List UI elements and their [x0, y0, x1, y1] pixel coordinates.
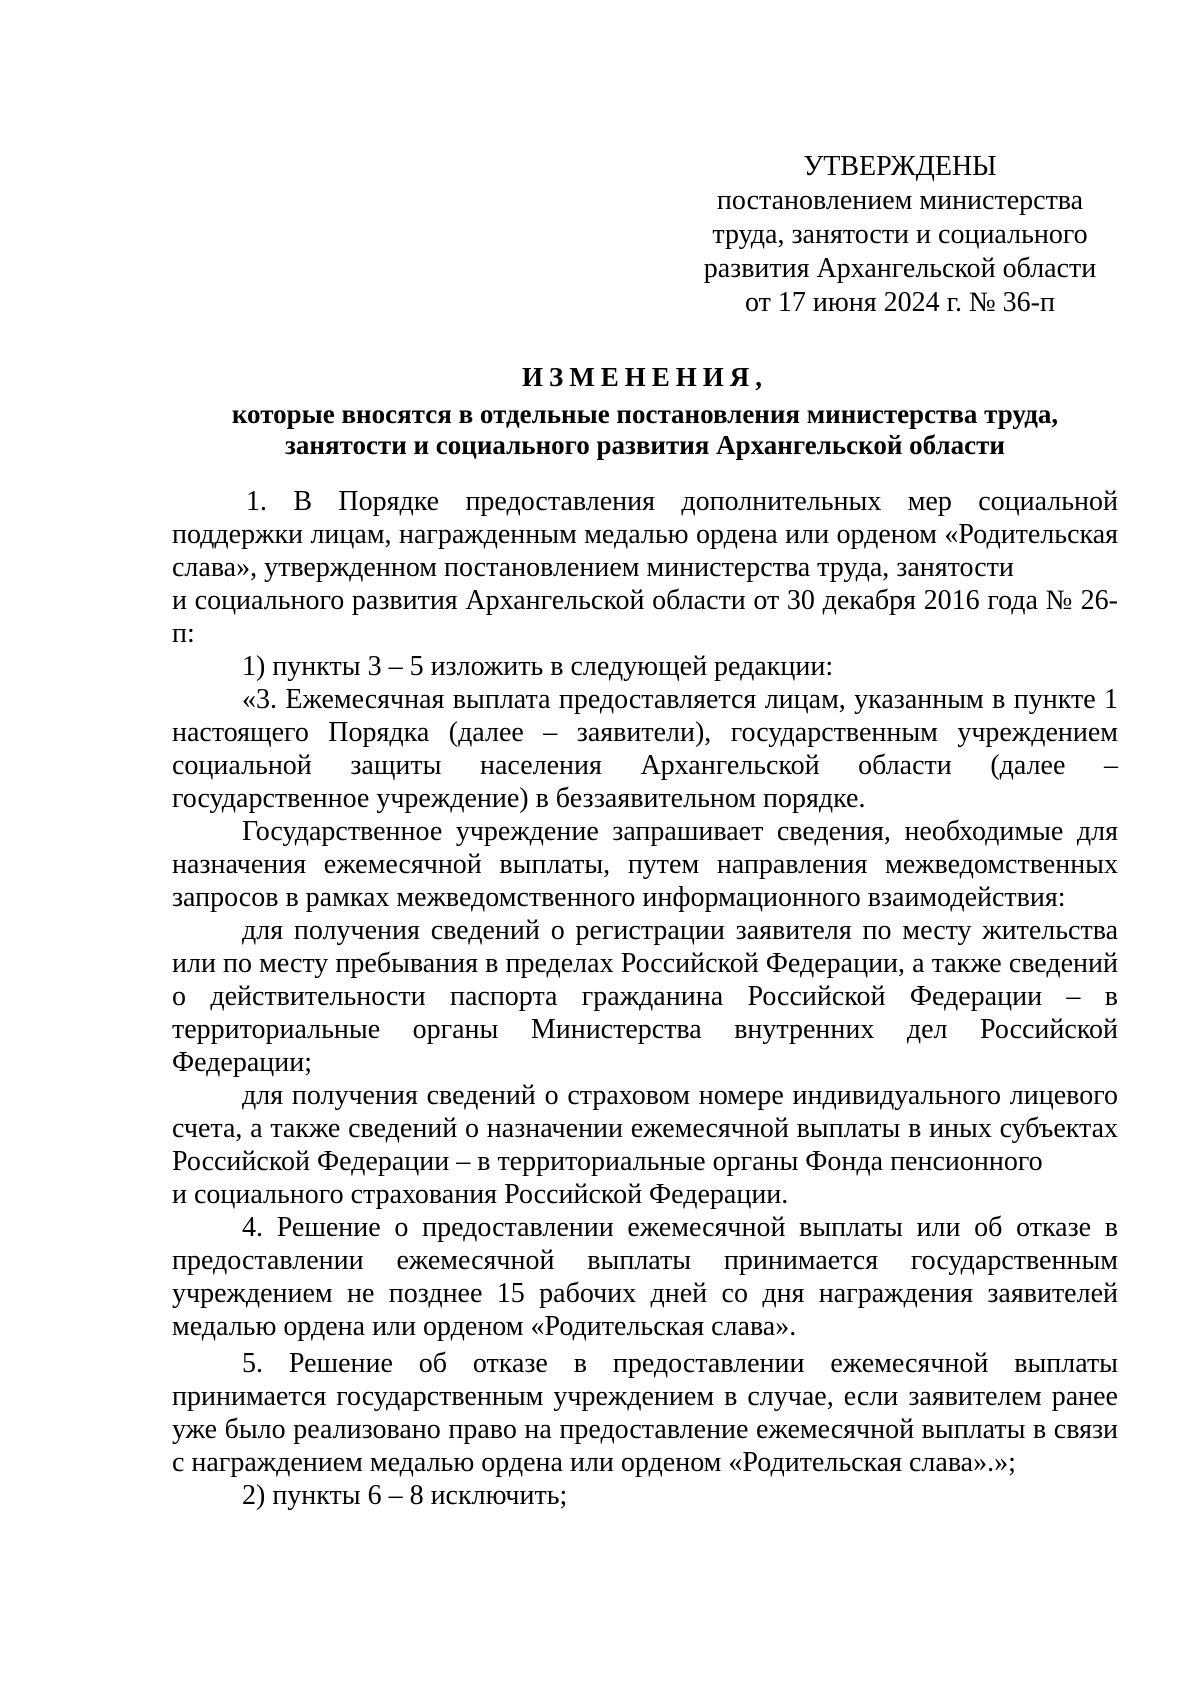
approval-line: труда, занятости и социального: [712, 219, 1088, 250]
paragraph-mvd: для получения сведений о регистрации заявителя по месту жительства или по месту пребывания в пределах Российской Федерации, а также сведений о действительности паспорта гражданина Российской Федерации – в территориальные органы Министерства внутренних дел Российской Федерации;: [172, 915, 1118, 1078]
title-line: которые вносятся в отдельные постановления министерства труда,: [231, 399, 1059, 429]
approval-title: УТВЕРЖДЕНЫ: [803, 151, 997, 182]
approval-date: от 17 июня 2024 г. № 36-п: [745, 287, 1055, 318]
approval-stamp: [680, 150, 1120, 320]
document-title: [170, 362, 1120, 461]
approval-line: постановлением министерства: [716, 185, 1084, 216]
paragraph-1: 1. В Порядке предоставления дополнительных мер социальной поддержки лицам, награжденным медалью ордена или орденом «Родительская слава», утвержденном постановлением министерства труда, занятости: [172, 486, 1118, 583]
paragraph-fund: для получения сведений о страховом номере индивидуального лицевого счета, а также сведений о назначении ежемесячной выплаты в иных субъектах Российской Федерации – в территориальные органы Фонда пенсионного: [172, 1080, 1118, 1177]
paragraph-point-3: «3. Ежемесячная выплата предоставляется лицам, указанным в пункте 1 настоящего Порядка (далее – заявители), государственным учреждением социальной защиты населения Архангельской области (далее – государственное учреждение) в беззаявительном порядке.: [172, 684, 1118, 814]
paragraph-point-5: 5. Решение об отказе в предоставлении ежемесячной выплаты принимается государственным учреждением в случае, если заявителем ранее уже было реализовано право на предоставление ежемесячной выплаты в связи с награждением медалью ордена или орденом «Родительская слава».»;: [172, 1348, 1118, 1478]
approval-line: развития Архангельской области: [703, 253, 1097, 284]
title-heading: ИЗМЕНЕНИЯ,: [521, 362, 768, 392]
paragraph-fund-continuation: и социального страхования Российской Федерации.: [172, 1179, 789, 1210]
paragraph-requests: Государственное учреждение запрашивает сведения, необходимые для назначения ежемесячной выплаты, путем направления межведомственных запросов в рамках межведомственного информационного взаимодействия:: [172, 816, 1118, 913]
title-line: занятости и социального развития Архангельской области: [285, 430, 1005, 460]
paragraph-1-continuation: и социального развития Архангельской области от 30 декабря 2016 года № 26-п:: [172, 585, 1118, 649]
paragraph-item-2: 2) пункты 6 – 8 исключить;: [242, 1480, 568, 1511]
paragraph-item-1: 1) пункты 3 – 5 изложить в следующей редакции:: [242, 651, 834, 682]
document-body: [172, 485, 1118, 1512]
paragraph-point-4: 4. Решение о предоставлении ежемесячной выплаты или об отказе в предоставлении ежемесячной выплаты принимается государственным учреждением не позднее 15 рабочих дней со дня награждения заявителей медалью ордена или орденом «Родительская слава».: [172, 1212, 1118, 1342]
